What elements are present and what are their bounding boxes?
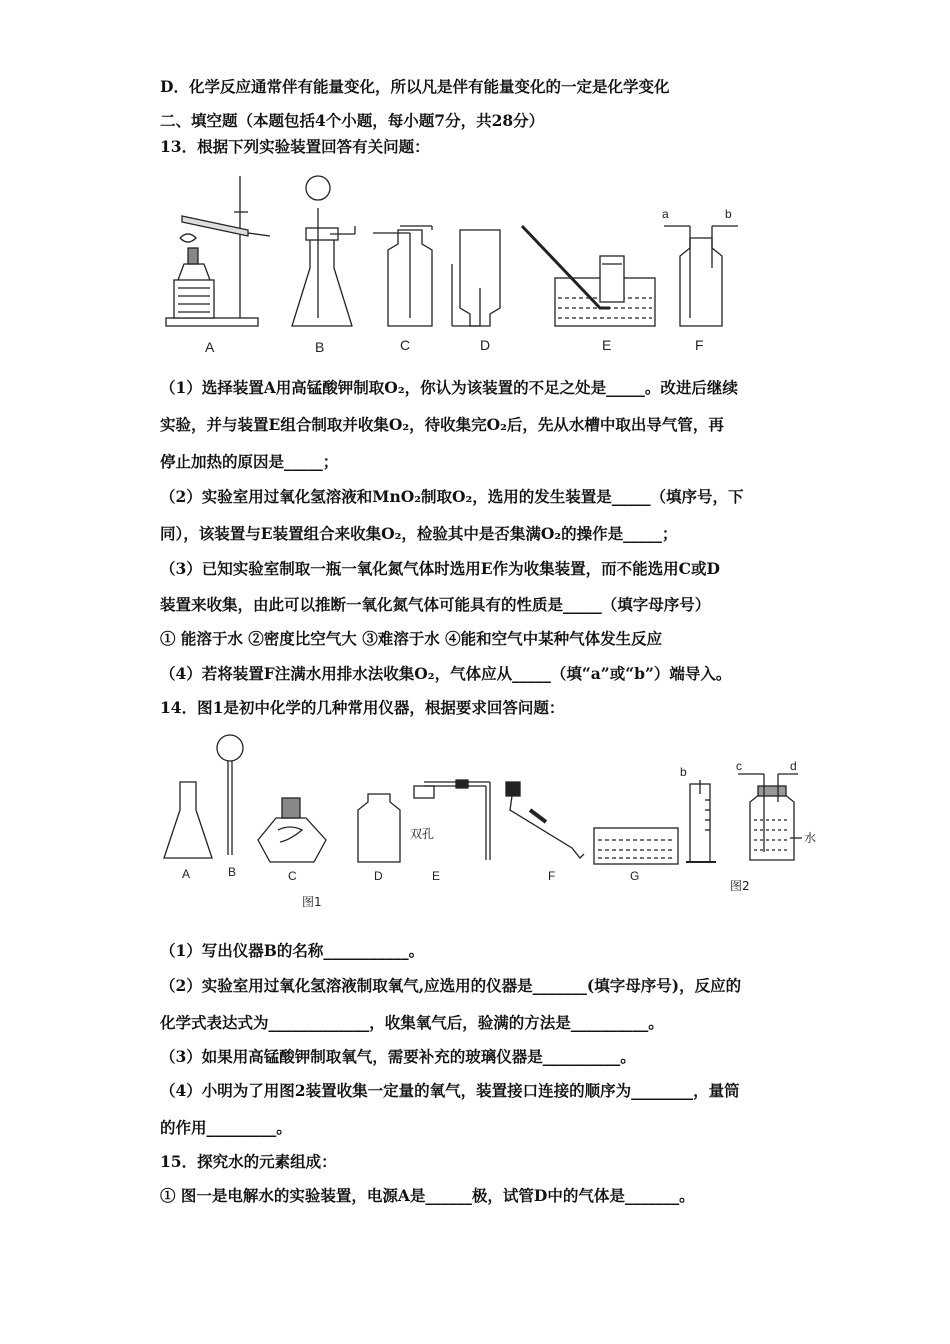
label-water: 水 [804,831,817,845]
q13-part2-line2: 同），该装置与E装置组合来收集O₂，检验其中是否集满O₂的操作是_____； [160,524,678,543]
q14-part2-line2: 化学式表达式为_____________，收集氧气后，验满的方法是__________。 [160,1013,664,1032]
q14-part4-line1: （4）小明为了用图2装置收集一定量的氧气，装置接口连接的顺序为________，量筒 [160,1081,740,1100]
apparatus-b [292,176,355,326]
q13-part4: （4）若将装置F注满水用排水法收集O₂，气体应从_____（填“a”或“b”）端导入。 [160,664,732,683]
q13-part1-line2: 实验，并与装置E组合制取并收集O₂，待收集完O₂后，先从水槽中取出导气管，再 [160,415,724,434]
q13-part1-line1: （1）选择装置A用高锰酸钾制取O₂，你认为该装置的不足之处是_____。改进后继续 [160,378,738,397]
q14-part3: （3）如果用高锰酸钾制取氧气，需要补充的玻璃仪器是__________。 [160,1047,636,1066]
apparatus-f [664,226,738,326]
q13-part3-line1: （3）已知实验室制取一瓶一氧化氮气体时选用E作为收集装置，而不能选用C或D [160,559,720,578]
label-e: E [432,869,441,883]
label-d: D [480,337,491,353]
label-port-c: c [736,759,742,773]
section-heading: 二、填空题（本题包括4个小题，每小题7分，共28分） [160,111,545,130]
question-15-title: 15．探究水的元素组成： [160,1152,337,1171]
question-14-title: 14．图1是初中化学的几种常用仪器，根据要求回答问题： [160,698,565,717]
label-port-a: a [662,207,669,221]
label-e: E [602,337,612,353]
q14-part2-line1: （2）实验室用过氧化氢溶液制取氧气,应选用的仪器是_______(填字母序号)，反应的 [160,976,742,995]
q13-part3-options: ① 能溶于水 ②密度比空气大 ③难溶于水 ④能和空气中某种气体发生反应 [160,629,663,648]
label-two-hole: 双孔 [410,827,435,841]
label-figure-1: 图1 [302,895,322,909]
label-b: B [315,339,325,355]
instrument-a [164,782,212,858]
label-g: G [630,869,640,883]
instrument-b [217,735,243,855]
figure-2-apparatus [686,774,802,862]
q14-instruments-figure [160,730,830,915]
label-port-b: b [725,207,732,221]
label-f: F [548,869,556,883]
label-c: C [288,869,297,883]
q15-part1: ① 图一是电解水的实验装置，电源A是______极，试管D中的气体是_______。 [160,1186,695,1205]
apparatus-c [373,226,432,326]
label-a: A [205,339,215,355]
label-c: C [400,337,411,353]
label-figure-2: 图2 [730,879,750,893]
q13-part1-line3: 停止加热的原因是_____； [160,452,339,471]
label-port-d: d [790,759,797,773]
instrument-d [358,794,400,862]
label-b: B [228,865,237,879]
label-a: A [182,867,191,881]
instrument-c [258,798,326,862]
apparatus-e [522,226,655,326]
label-d: D [374,869,383,883]
apparatus-a [166,176,270,326]
instrument-f [506,782,584,858]
q13-part3-line2: 装置来收集，由此可以推断一氧化氮气体可能具有的性质是_____（填字母序号） [160,595,711,614]
instrument-g [594,828,678,864]
label-port-b: b [680,765,687,779]
option-d: D．化学反应通常伴有能量变化，所以凡是伴有能量变化的一定是化学变化 [160,77,670,96]
q14-part1: （1）写出仪器B的名称___________。 [160,941,425,960]
q14-part4-line2: 的作用_________。 [160,1118,292,1137]
apparatus-d [452,230,500,326]
q13-part2-line1: （2）实验室用过氧化氢溶液和MnO₂制取O₂，选用的发生装置是_____（填序号，下 [160,487,744,506]
label-f: F [695,337,704,353]
question-13-title: 13．根据下列实验装置回答有关问题： [160,137,430,156]
q13-apparatus-figure [160,168,760,358]
instrument-e [414,780,490,860]
